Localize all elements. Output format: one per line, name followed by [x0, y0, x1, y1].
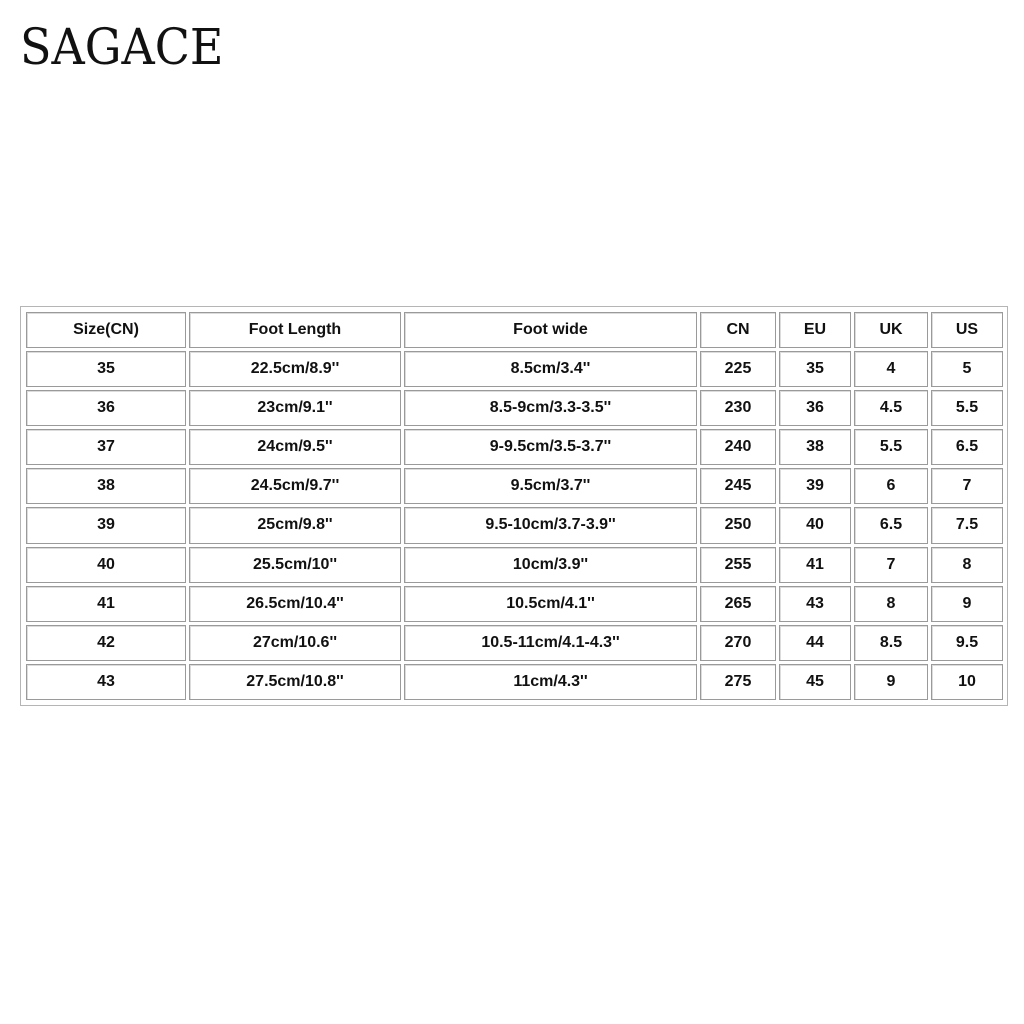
cell-size-cn: 43: [26, 664, 186, 700]
cell-eu: 40: [779, 507, 851, 543]
brand-logo: SAGACE: [20, 18, 224, 76]
column-header-size-cn: Size(CN): [26, 312, 186, 348]
cell-foot-length: 22.5cm/8.9'': [189, 351, 401, 387]
cell-foot-wide: 11cm/4.3'': [404, 664, 697, 700]
cell-us: 10: [931, 664, 1003, 700]
cell-foot-length: 23cm/9.1'': [189, 390, 401, 426]
cell-us: 9: [931, 586, 1003, 622]
column-header-us: US: [931, 312, 1003, 348]
cell-us: 5.5: [931, 390, 1003, 426]
cell-size-cn: 37: [26, 429, 186, 465]
cell-us: 8: [931, 547, 1003, 583]
cell-eu: 45: [779, 664, 851, 700]
cell-foot-wide: 10.5-11cm/4.1-4.3'': [404, 625, 697, 661]
column-header-foot-wide: Foot wide: [404, 312, 697, 348]
column-header-cn: CN: [700, 312, 776, 348]
cell-us: 7.5: [931, 507, 1003, 543]
table-row: [26, 390, 1003, 426]
cell-foot-length: 25.5cm/10'': [189, 547, 401, 583]
cell-us: 9.5: [931, 625, 1003, 661]
cell-eu: 43: [779, 586, 851, 622]
cell-cn: 255: [700, 547, 776, 583]
cell-size-cn: 35: [26, 351, 186, 387]
cell-cn: 245: [700, 468, 776, 504]
size-chart: [20, 306, 1008, 706]
table-row: [26, 547, 1003, 583]
cell-foot-length: 27cm/10.6'': [189, 625, 401, 661]
cell-foot-wide: 8.5cm/3.4'': [404, 351, 697, 387]
cell-size-cn: 38: [26, 468, 186, 504]
cell-foot-wide: 10cm/3.9'': [404, 547, 697, 583]
cell-size-cn: 39: [26, 507, 186, 543]
cell-foot-length: 26.5cm/10.4'': [189, 586, 401, 622]
cell-uk: 6.5: [854, 507, 928, 543]
cell-us: 7: [931, 468, 1003, 504]
cell-uk: 4.5: [854, 390, 928, 426]
size-chart-table: [23, 309, 1006, 703]
cell-foot-length: 24.5cm/9.7'': [189, 468, 401, 504]
cell-eu: 38: [779, 429, 851, 465]
cell-uk: 5.5: [854, 429, 928, 465]
cell-uk: 9: [854, 664, 928, 700]
table-row: [26, 586, 1003, 622]
cell-uk: 8: [854, 586, 928, 622]
cell-foot-wide: 9-9.5cm/3.5-3.7'': [404, 429, 697, 465]
cell-foot-length: 24cm/9.5'': [189, 429, 401, 465]
table-row: [26, 664, 1003, 700]
table-header-row: [26, 312, 1003, 348]
cell-eu: 41: [779, 547, 851, 583]
table-row: [26, 625, 1003, 661]
cell-uk: 6: [854, 468, 928, 504]
cell-size-cn: 41: [26, 586, 186, 622]
cell-cn: 230: [700, 390, 776, 426]
cell-eu: 35: [779, 351, 851, 387]
cell-size-cn: 36: [26, 390, 186, 426]
cell-foot-wide: 9.5-10cm/3.7-3.9'': [404, 507, 697, 543]
column-header-eu: EU: [779, 312, 851, 348]
table-body: [26, 351, 1003, 700]
cell-cn: 225: [700, 351, 776, 387]
cell-foot-wide: 10.5cm/4.1'': [404, 586, 697, 622]
table-row: [26, 351, 1003, 387]
cell-size-cn: 42: [26, 625, 186, 661]
cell-uk: 7: [854, 547, 928, 583]
table-row: [26, 507, 1003, 543]
table-row: [26, 429, 1003, 465]
cell-cn: 265: [700, 586, 776, 622]
cell-foot-length: 27.5cm/10.8'': [189, 664, 401, 700]
cell-us: 6.5: [931, 429, 1003, 465]
cell-foot-length: 25cm/9.8'': [189, 507, 401, 543]
cell-foot-wide: 9.5cm/3.7'': [404, 468, 697, 504]
cell-cn: 270: [700, 625, 776, 661]
cell-foot-wide: 8.5-9cm/3.3-3.5'': [404, 390, 697, 426]
table-row: [26, 468, 1003, 504]
column-header-foot-length: Foot Length: [189, 312, 401, 348]
cell-eu: 36: [779, 390, 851, 426]
cell-uk: 8.5: [854, 625, 928, 661]
cell-cn: 240: [700, 429, 776, 465]
cell-eu: 44: [779, 625, 851, 661]
cell-cn: 275: [700, 664, 776, 700]
cell-cn: 250: [700, 507, 776, 543]
cell-eu: 39: [779, 468, 851, 504]
column-header-uk: UK: [854, 312, 928, 348]
cell-size-cn: 40: [26, 547, 186, 583]
cell-us: 5: [931, 351, 1003, 387]
cell-uk: 4: [854, 351, 928, 387]
